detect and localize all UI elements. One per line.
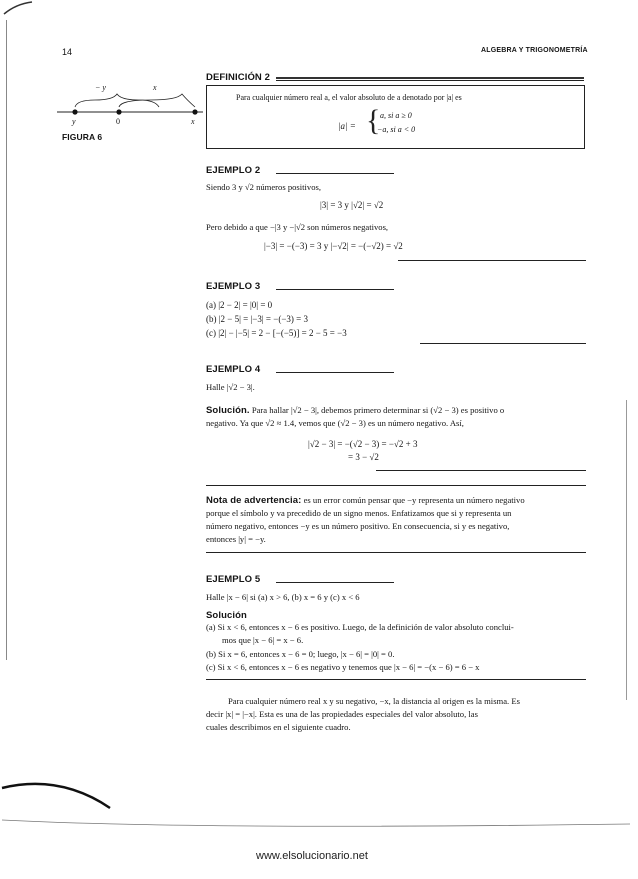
example-4-prompt: Halle |√2 − 3|. (206, 382, 255, 392)
definition-2-lhs: |a| = (338, 121, 356, 131)
definition-2-case1: a, si a ≥ 0 (380, 111, 412, 120)
note-line1: es un error común pensar que −y representa un número negativo (303, 495, 525, 505)
note-line2: porque el símbolo y va precedido de un signo menos. Enfatizamos que si y representa un (206, 508, 512, 518)
note-row1 (206, 495, 525, 507)
closing-line2: decir |x| = |−x|. Esta es una de las propiedades especiales del valor absoluto, las (206, 709, 478, 719)
note-bottom-rule (206, 552, 586, 553)
example-4-solution-label: Solución. (206, 405, 250, 416)
example-5-part-b: (b) Si x = 6, entonces x − 6 = 0; luego, |x − 6| = |0| = 0. (206, 649, 395, 659)
page-number: 14 (62, 47, 73, 57)
example-4-solution-line2: negativo. Ya que √2 ≈ 1.4, vemos que (√2 − 3) es un número negativo. Así, (206, 418, 464, 428)
example-2-heading-rule (276, 173, 394, 174)
example-5-part-a-line1: (a) Si x < 6, entonces x − 6 es positivo. Luego, de la definición de valor absoluto conclui- (206, 622, 514, 632)
example-5-solution-label: Solución (206, 610, 247, 621)
running-title: ALGEBRA Y TRIGONOMETRÍA (481, 47, 588, 54)
example-2-line2: Pero debido a que −|3 y −|√2 son números negativos, (206, 222, 389, 232)
footer-url[interactable]: www.elsolucionario.net (256, 850, 368, 862)
example-4-eq2: = 3 − √2 (348, 452, 379, 462)
note-line4: entonces |y| = −y. (206, 534, 266, 544)
label-negative-y: − y (95, 83, 106, 92)
note-line3: número negativo, entonces −y es un número positivo. En consecuencia, si y es negativo, (206, 521, 510, 531)
definition-2-case2: −a, si a < 0 (377, 125, 416, 134)
example-5-part-c: (c) Si x < 6, entonces x − 6 es negativo y tenemos que |x − 6| = −(x − 6) = 6 − x (206, 662, 480, 672)
example-2-end-rule (398, 260, 586, 261)
definition-2-rule (276, 77, 584, 79)
tick-label-y: y (72, 117, 76, 126)
example-3-part-b: (b) |2 − 5| = |−3| = −(−3) = 3 (206, 314, 308, 324)
example-4-solution-line1: Para hallar |√2 − 3|, debemos primero determinar si (√2 − 3) es positivo o (251, 405, 505, 415)
example-3-end-rule (420, 343, 586, 344)
example-5-heading-rule (276, 582, 394, 583)
example-2-heading: EJEMPLO 2 (206, 165, 261, 176)
example-3-part-a: (a) |2 − 2| = |0| = 0 (206, 300, 273, 310)
example-3-heading-rule (276, 289, 394, 290)
example-2-eq2: |−3| = −(−3) = 3 y |−√2| = −(−√2) = √2 (264, 241, 403, 251)
scan-edge-right (626, 400, 627, 700)
definition-2-rule-under (276, 80, 584, 81)
scan-corner-mark (0, 0, 40, 20)
note-label: Nota de advertencia: (206, 495, 302, 506)
closing-line3: cuales describimos en el siguiente cuadro. (206, 722, 351, 732)
example-4-end-rule (376, 470, 586, 471)
definition-2-text: Para cualquier número real a, el valor absoluto de a denotado por |a| es (236, 93, 462, 102)
example-5-part-a-line2: mos que |x − 6| = x − 6. (222, 635, 304, 645)
example-4-heading: EJEMPLO 4 (206, 364, 261, 375)
label-x-top: x (153, 83, 157, 92)
closing-line1: Para cualquier número real x y su negativo, −x, la distancia al origen es la misma. Es (228, 696, 520, 706)
example-5-prompt: Halle |x − 6| si (a) x > 6, (b) x = 6 y (c) x < 6 (206, 592, 360, 602)
figure-6-caption: FIGURA 6 (62, 132, 103, 142)
tick-label-0: 0 (116, 117, 120, 126)
scan-bottom-curve (0, 780, 638, 840)
example-4-heading-rule (276, 372, 394, 373)
number-line-diagram (55, 80, 205, 140)
example-2-line1: Siendo 3 y √2 números positivos, (206, 182, 322, 192)
note-top-rule (206, 485, 586, 486)
example-2-eq1: |3| = 3 y |√2| = √2 (320, 200, 384, 210)
definition-2-heading: DEFINICIÓN 2 (206, 72, 271, 83)
definition-2-brace: { (366, 104, 381, 137)
example-4-solution-row1 (206, 405, 504, 417)
example-5-heading: EJEMPLO 5 (206, 574, 261, 585)
example-4-eq1: |√2 − 3| = −(√2 − 3) = −√2 + 3 (308, 439, 418, 449)
example-3-part-c: (c) |2| − |−5| = 2 − [−(−5)] = 2 − 5 = −3 (206, 328, 347, 338)
scan-edge-left (6, 20, 7, 660)
tick-label-x: x (191, 117, 195, 126)
example-5-end-rule (206, 679, 586, 680)
example-3-heading: EJEMPLO 3 (206, 281, 261, 292)
